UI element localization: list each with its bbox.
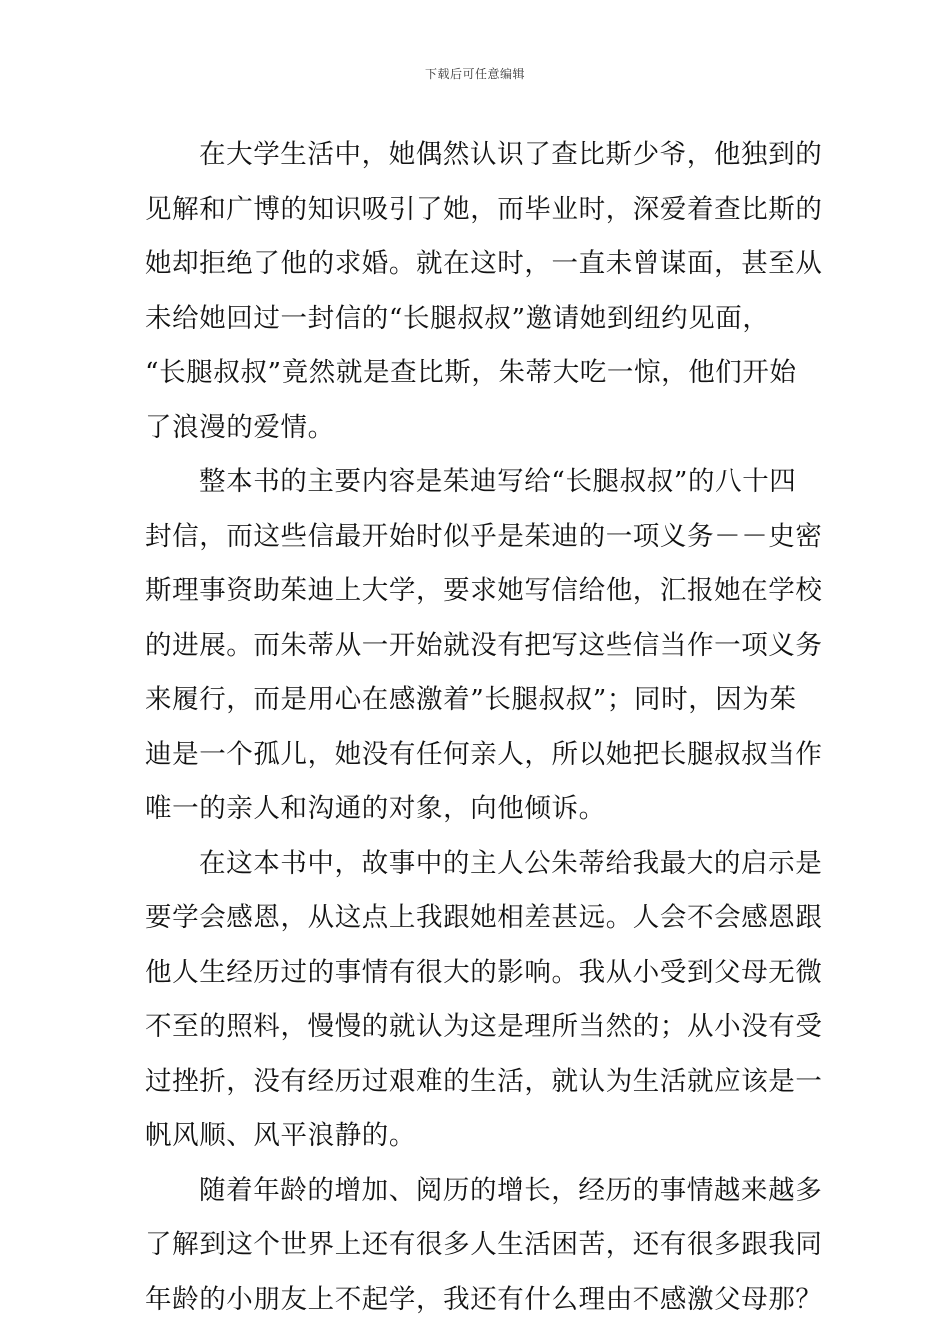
text-line: 帆风顺、风平浪静的。: [145, 1120, 416, 1151]
text-line: 年龄的小朋友上不起学，我还有什么理由不感激父母那？: [145, 1283, 823, 1315]
text-line: 在大学生活中，她偶然认识了查比斯少爷，他独到的: [199, 139, 823, 170]
text-line: 在这本书中，故事中的主人公朱蒂给我最大的启示是: [199, 847, 823, 879]
document-body: [145, 128, 823, 1327]
text-line: 来履行，而是用心在感激着”长腿叔叔”；同时，因为茱: [145, 684, 797, 715]
text-line: 整本书的主要内容是茱迪写给“长腿叔叔”的八十四: [199, 466, 797, 497]
text-line: 他人生经历过的事情有很大的影响。我从小受到父母无微: [145, 956, 823, 988]
page-header: 下载后可任意编辑: [424, 67, 525, 81]
text-line: 迪是一个孤儿，她没有任何亲人，所以她把长腿叔叔当作: [145, 738, 823, 770]
text-line: 不至的照料，慢慢的就认为这是理所当然的；从小没有受: [145, 1011, 823, 1042]
text-line: 随着年龄的增加、阅历的增长，经历的事情越来越多: [199, 1174, 823, 1206]
text-line: 未给她回过一封信的“长腿叔叔”邀请她到纽约见面，: [145, 302, 770, 334]
text-line: 唯一的亲人和沟通的对象，向他倾诉。: [145, 793, 606, 824]
text-line: 了解到这个世界上还有很多人生活困苦，还有很多跟我同: [145, 1229, 823, 1260]
text-line: 见解和广博的知识吸引了她，而毕业时，深爱着查比斯的: [145, 193, 823, 225]
text-line: 了浪漫的爱情。: [145, 411, 335, 443]
text-line: 她却拒绝了他的求婚。就在这时，一直未曾谋面，甚至从: [145, 248, 823, 279]
text-line: “长腿叔叔”竟然就是查比斯，朱蒂大吃一惊，他们开始: [145, 357, 797, 388]
text-line: 斯理事资助茱迪上大学，要求她写信给他，汇报她在学校: [145, 575, 823, 606]
text-line: 封信，而这些信最开始时似乎是茱迪的一项义务－－史密: [145, 520, 823, 552]
text-line: 的进展。而朱蒂从一开始就没有把写这些信当作一项义务: [145, 629, 823, 661]
text-line: 过挫折，没有经历过艰难的生活，就认为生活就应该是一: [145, 1065, 823, 1097]
paragraph-4: [145, 1164, 823, 1328]
text-line: 要学会感恩，从这点上我跟她相差甚远。人会不会感恩跟: [145, 902, 823, 933]
paragraph-3: [145, 837, 823, 1164]
paragraph-2: [145, 455, 823, 837]
paragraph-1: [145, 128, 823, 455]
